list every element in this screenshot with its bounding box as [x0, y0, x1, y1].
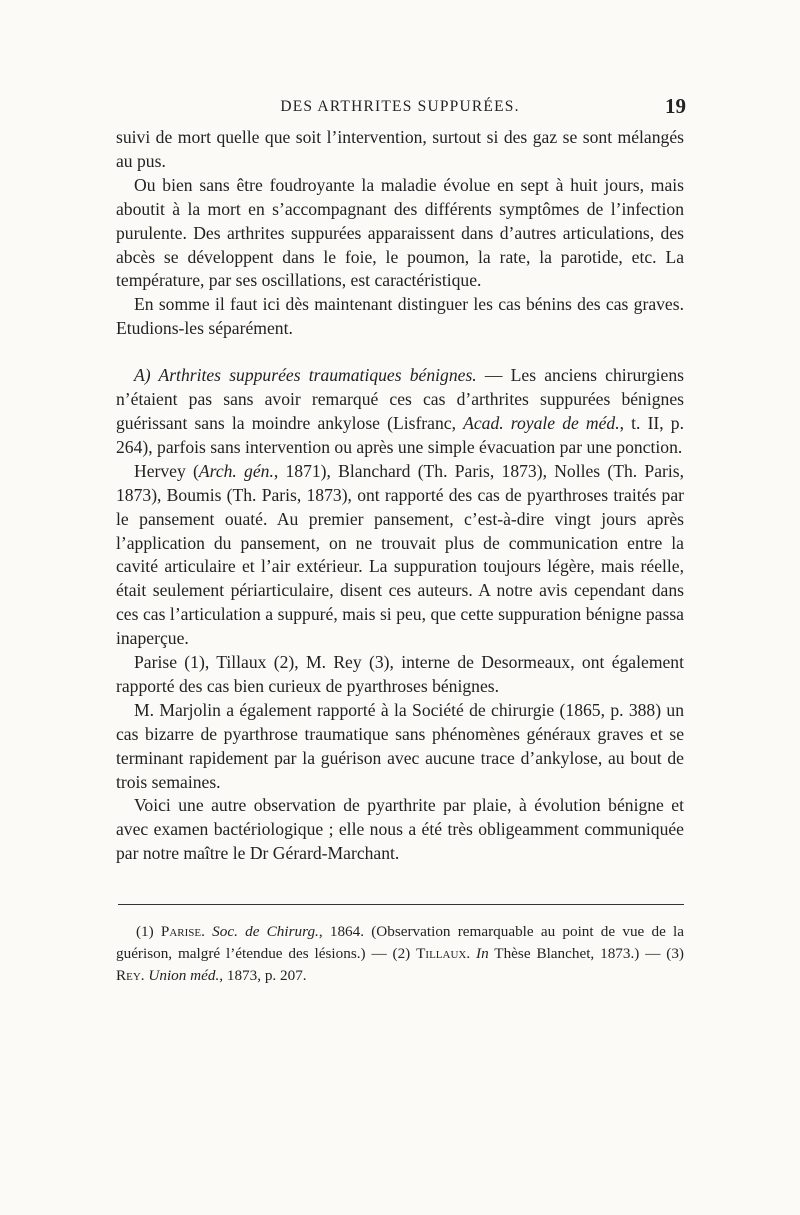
section-reference: Acad. royale de méd. — [463, 412, 620, 433]
paragraph-3: En somme il faut ici dès maintenant distinguer les cas bénins des cas graves. Etudions-les séparément. — [116, 294, 684, 339]
footnote-block — [116, 921, 684, 987]
paragraph-parise: Parise (1), Tillaux (2), M. Rey (3), interne de Desormeaux, ont également rapporté des cas bien curieux de pyarthroses bénignes. — [116, 652, 684, 696]
footnote-2-text: Thèse Blanchet, 1873.) — — [488, 945, 667, 963]
body-text — [116, 126, 684, 866]
hervey-reference: Arch. gén. — [198, 460, 274, 481]
footnote-3-author: Rey. — [116, 967, 145, 985]
footnote-3-journal: Union méd. — [144, 967, 220, 985]
footnote-3-number: (3) — [666, 945, 684, 963]
section-paragraph — [116, 364, 684, 460]
footnote-1-author: Parise. — [160, 923, 205, 941]
footnote-2-number: (2) — [392, 945, 417, 963]
section-heading: A) Arthrites suppurées traumatiques bénignes. — [134, 365, 477, 386]
paragraph-1: suivi de mort quelle que soit l’intervention, surtout si des gaz se sont mélangés au pus. — [116, 127, 684, 171]
footnote-rule — [118, 904, 684, 905]
paragraph-2: Ou bien sans être foudroyante la maladie évolue en sept à huit jours, mais aboutit à la mort en s’accompagnant des différents symptômes de l’infection purulente. Des arthrites suppurées apparaissent dans d’autres articulations, des abcès se développent dans le foie, le poumon, la rate, la parotide, etc. La température, par ses oscillations, est caractéristique. — [116, 174, 684, 291]
paragraph-marjolin: M. Marjolin a également rapporté à la Société de chirurgie (1865, p. 388) un cas bizarre de pyarthrose traumatique sans phénomènes généraux graves et se terminant rapidement par la guérison avec aucune trace d’ankylose, au bout de trois semaines. — [116, 699, 684, 792]
footnote-1-text: , 1864. (Observation remarquable au point de vue de la guérison, malgré l’étendue des lésions.) — — [116, 923, 685, 963]
section-text-end: , t. II, p. 264), parfois sans intervention ou après une simple évacuation par une ponction. — [116, 412, 684, 457]
footnote-2-in: In — [470, 945, 489, 963]
footnote-2-author: Tillaux. — [416, 945, 471, 963]
footnote-1-number: (1) — [136, 923, 161, 941]
hervey-text-rest: , 1871), Blanchard (Th. Paris, 1873), Nolles (Th. Paris, 1873), Boumis (Th. Paris, 1873), ont rapporté des cas de pyarthroses traités par le pansement ouaté. Au premier pansement, c’est-à-dire vingt jours après l’application du pansement, on ne trouvait plus de communication entre la cavité articulaire et l’air extérieur. La suppuration toujours légère, mais réelle, était seulement périarticulaire, disent ces auteurs. A notre avis cependant dans ces cas l’articulation a suppuré, mais si peu, que cette suppuration bénigne passa inaperçue. — [116, 460, 684, 649]
paragraph-hervey — [116, 460, 684, 651]
footnote-1-journal: Soc. de Chirurg. — [204, 923, 319, 941]
footnote-3-text: , 1873, p. 207. — [219, 967, 307, 985]
page-header — [116, 96, 684, 124]
book-page — [116, 96, 684, 987]
paragraph-observation: Voici une autre observation de pyarthrite par plaie, à évolution bénigne et avec examen bactériologique ; elle nous a été très obligeamment communiquée par notre maître le Dr Gérard-Marchant. — [116, 795, 684, 864]
running-head: DES ARTHRITES SUPPURÉES. — [280, 98, 520, 115]
hervey-text-start: Hervey ( — [134, 460, 199, 481]
section-text-start: — Les anciens chirurgiens n’étaient pas sans avoir remarqué ces cas d’arthrites suppurées bénignes guérissant sans la moindre ankylose (Lisfranc, — [116, 365, 684, 433]
footnotes — [116, 921, 684, 987]
page-number: 19 — [665, 94, 686, 118]
